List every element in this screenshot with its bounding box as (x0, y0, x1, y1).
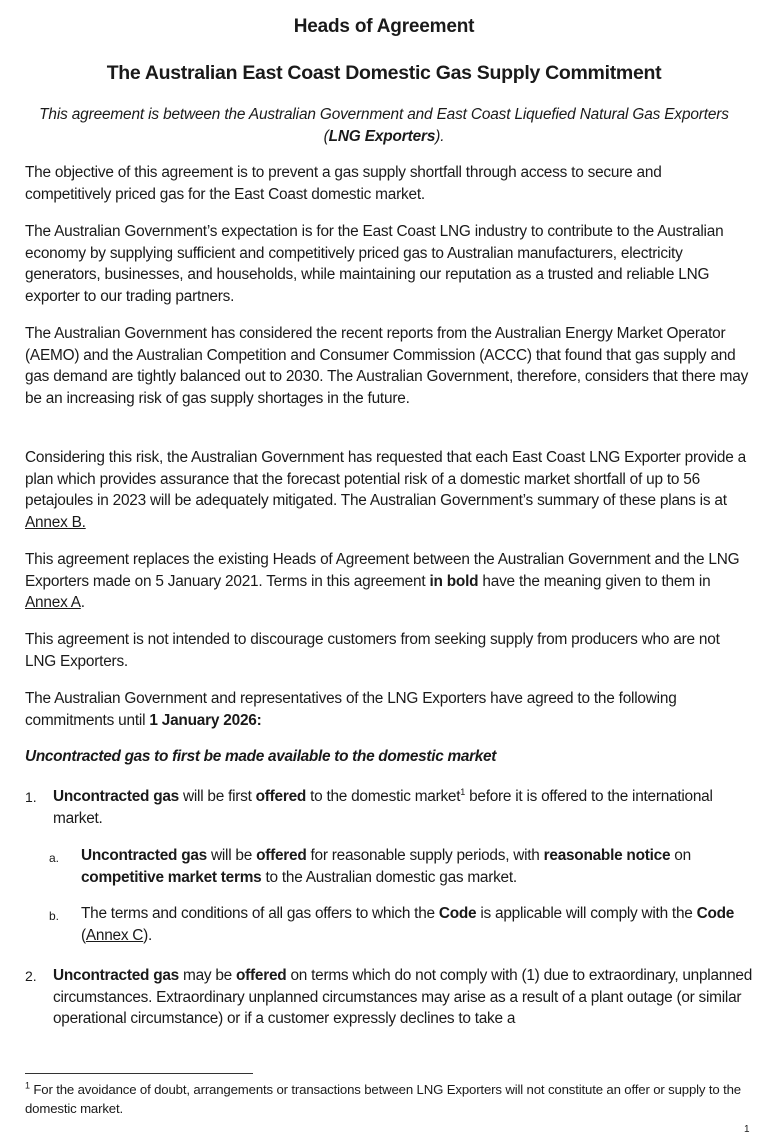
paragraph-objective: The objective of this agreement is to prevent a gas supply shortfall through access to secure and competitively priced gas for the East Coast domestic market. (25, 164, 662, 203)
intro-statement (30, 104, 738, 148)
paragraph-agreed (25, 688, 750, 731)
item-text: may be (179, 967, 237, 984)
term-bold: reasonable notice (543, 847, 671, 864)
term-bold: Uncontracted gas (53, 788, 179, 805)
paragraph-replaces (25, 549, 750, 614)
item-text: to the Australian domestic gas market. (261, 868, 517, 886)
item-text: will be (207, 847, 257, 864)
annex-c-link[interactable]: Annex C (85, 926, 144, 944)
list-item-2 (53, 965, 753, 1030)
annex-a-link[interactable]: Annex A (25, 594, 81, 612)
agreed-date: 1 January 2026: (149, 711, 262, 729)
item-text: will be first (179, 788, 256, 805)
term-bold: Uncontracted gas (53, 967, 179, 984)
term-bold: offered (255, 788, 307, 805)
item-text: to the domestic market (306, 788, 461, 805)
term-bold: competitive market terms (81, 868, 262, 886)
footnote-marker: 1 (25, 1080, 30, 1091)
item-number: 2. (25, 968, 37, 984)
footnote (25, 1080, 755, 1118)
intro-text: This agreement is between the Australian Government and East Coast Liquefied Natural Gas Exporters ( (39, 106, 729, 145)
item-text: for reasonable supply periods, with (306, 847, 544, 864)
paragraph-expectation: The Australian Government’s expectation is for the East Coast LNG industry to contribute to the Australian economy by supplying sufficient and competitively priced gas to Australian manufacturers, electricity generators, businesses, and households, while maintaining our reputation as a trusted and reliable LNG exporter to our trading partners. (25, 223, 724, 305)
replaces-bold: in bold (429, 572, 479, 590)
item-text: The terms and conditions of all gas offers to which the (81, 905, 439, 922)
subitem-b (81, 903, 741, 946)
page-number: 1 (744, 1124, 750, 1135)
subitem-letter: b. (49, 909, 60, 923)
item-text: ( (81, 926, 86, 944)
item-number: 1. (25, 789, 37, 805)
risk-text: Considering this risk, the Australian Government has requested that each East Coast LNG Exporter provide a plan which provides assurance that the forecast potential risk of a domestic market shortfall of up to 56 petajoules in 2023 will be adequately mitigated. The Australian Government’s summary of these plans is at (25, 449, 746, 510)
replaces-text2: have the meaning given to them in (478, 572, 711, 590)
replaces-text: This agreement replaces the existing Heads of Agreement between the Australian Government and the LNG Exporters made on 5 January 2021. Terms in this agreement (25, 551, 740, 590)
item-text: on terms which do not comply with (1) due to extraordinary, unplanned circumstances. Extraordinary unplanned circumstances may arise as a result of a plant outage (or similar operational circumstance) or if a customer expressly declines to take a (53, 967, 753, 1028)
paragraph-reports: The Australian Government has considered the recent reports from the Australian Energy Market Operator (AEMO) and the Australian Competition and Consumer Commission (ACCC) that found that gas supply and gas demand are tightly balanced out to 2030. The Australian Government, therefore, considers that there may be an increasing risk of gas supply shortages in the future. (25, 325, 749, 407)
footnote-ref[interactable]: 1 (460, 786, 466, 797)
item-text: ). (143, 926, 153, 944)
subitem-a (81, 845, 756, 888)
term-bold: offered (236, 967, 287, 984)
item-text: before it is offered to the international market. (53, 788, 713, 827)
paragraph-not-intended: This agreement is not intended to discourage customers from seeking supply from producers who are not LNG Exporters. (25, 631, 720, 670)
list-item-1 (53, 786, 743, 829)
document-title: Heads of Agreement (293, 16, 475, 37)
paragraph-risk (25, 447, 750, 533)
replaces-end: . (80, 594, 85, 612)
term-bold: Uncontracted gas (81, 847, 207, 864)
term-bold: Code (696, 905, 735, 922)
intro-text-end: ). (435, 128, 445, 145)
item-text: is applicable will comply with the (476, 905, 697, 922)
document-subtitle: The Australian East Coast Domestic Gas Supply Commitment (106, 62, 662, 84)
subitem-letter: a. (49, 851, 60, 865)
footnote-divider (25, 1073, 253, 1074)
agreed-text: The Australian Government and representatives of the LNG Exporters have agreed to the following commitments until (25, 690, 677, 729)
intro-bold-term: LNG Exporters (328, 128, 436, 145)
term-bold: Code (438, 905, 477, 922)
annex-b-link[interactable]: Annex B. (25, 513, 86, 531)
footnote-text: For the avoidance of doubt, arrangements or transactions between LNG Exporters will not constitute an offer or supply to the domestic market. (25, 1082, 741, 1116)
term-bold: offered (256, 847, 307, 864)
item-text: on (670, 847, 691, 864)
section-heading: Uncontracted gas to first be made available to the domestic market (25, 748, 497, 765)
